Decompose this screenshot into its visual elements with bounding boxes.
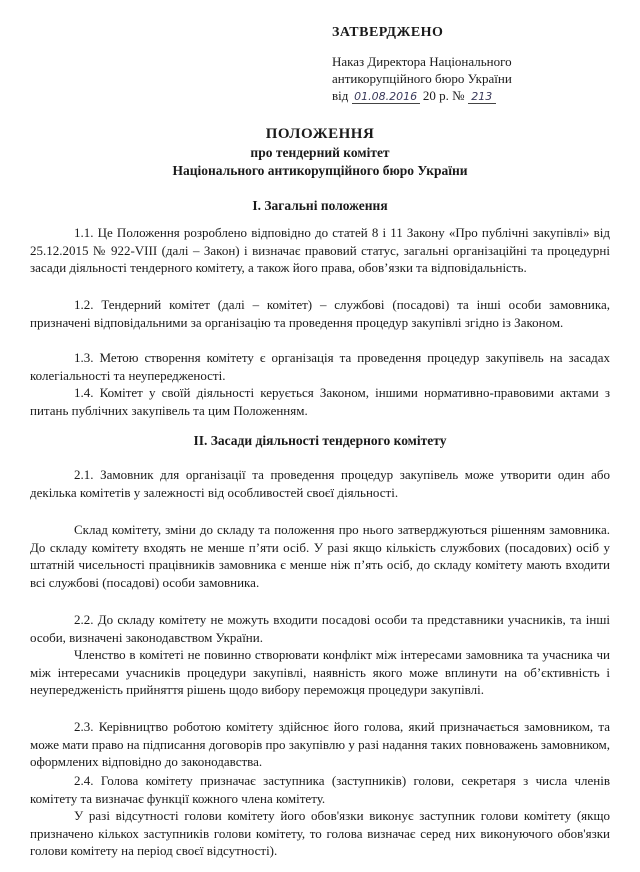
paragraph-2-1-a: Склад комітету, зміни до складу та положення про нього затверджуються рішенням замовника. До складу комітету входять не менше п’яти осіб. У разі якщо кількість службових (посадових) осіб у штатній чисельності працівників замовника є менше ніж п’ять осіб, до складу комітету мають входити всі службові (посадові) особи замовника.	[30, 522, 610, 590]
paragraph-2-2: 2.2. До складу комітету не можуть входити посадові особи та представники учасників, та інші особи, визначені законодавством України.	[30, 612, 610, 645]
approval-stamp-block	[332, 24, 622, 104]
paragraph-2-4: 2.4. Голова комітету призначає заступника (заступників) голови, секретаря з числа членів комітету та визначає функції кожного члена комітету.	[30, 773, 610, 806]
paragraph-1-3: 1.3. Метою створення комітету є організація та проведення процедур закупівель на засадах колегіальності та неупередженості.	[30, 350, 610, 383]
number-label: р. №	[439, 88, 465, 103]
approval-date-line	[332, 87, 622, 104]
document-title: ПОЛОЖЕННЯ	[265, 126, 375, 142]
paragraph-2-4-a: У разі відсутності голови комітету його обов'язки виконує заступник голови комітету (якщо призначено кількох заступників голови комітету, то голова визначає серед них виконуючого обов'язки голови комітету на період своєї відсутності).	[30, 808, 610, 859]
section-2-title: ІІ. Засади діяльності тендерного комітету	[193, 433, 447, 448]
paragraph-2-1: 2.1. Замовник для організації та проведення процедур закупівель може утворити один або декілька комітетів у залежності від особливостей своєї діяльності.	[30, 467, 610, 500]
year-label: 20	[422, 88, 436, 103]
approval-heading: ЗАТВЕРДЖЕНО	[332, 25, 444, 40]
paragraph-1-1: 1.1. Це Положення розроблено відповідно до статей 8 і 11 Закону «Про публічні закупівлі» від 25.12.2015 № 922-VIII (далі – Закон) і визначає правовий статус, загальні організаційні та процедурні засади діяльності тендерного комітету, а також його права, обов’язки та відповідальність.	[30, 225, 610, 276]
document-subtitle-1: про тендерний комітет	[250, 145, 390, 160]
paragraph-1-2: 1.2. Тендерний комітет (далі – комітет) – службові (посадові) та інші особи замовника, призначені відповідальними за організацію та проведення процедур закупівлі згідно із Законом.	[30, 297, 610, 330]
paragraph-1-4: 1.4. Комітет у своїй діяльності керується Законом, іншими нормативно-правовими актами з питань публічних закупівель та цим Положенням.	[30, 385, 610, 418]
approval-line-1: Наказ Директора Національного	[332, 54, 512, 69]
document-subtitle-2: Національного антикорупційного бюро України	[172, 163, 468, 178]
from-label: від	[332, 88, 349, 103]
section-1-title: І. Загальні положення	[252, 198, 388, 213]
document-title-block	[0, 124, 640, 180]
paragraph-2-3: 2.3. Керівництво роботою комітету здійснює його голова, який призначається замовником, та може мати право на підписання договорів про закупівлю у разі надання таких повноважень замовником, оформлених відповідно до законодавства.	[30, 719, 610, 770]
paragraph-2-2-a: Членство в комітеті не повинно створювати конфлікт між інтересами замовника та учасника чи між інтересами учасників процедури закупівлі, наявність якого може вплинути на об’єктивність і неупередженість прийняття рішень щодо вибору переможця процедури закупівлі.	[30, 647, 610, 698]
handwritten-number: 213	[468, 90, 496, 104]
handwritten-date: 01.08.2016	[352, 90, 420, 104]
approval-line-2: антикорупційного бюро України	[332, 71, 512, 86]
